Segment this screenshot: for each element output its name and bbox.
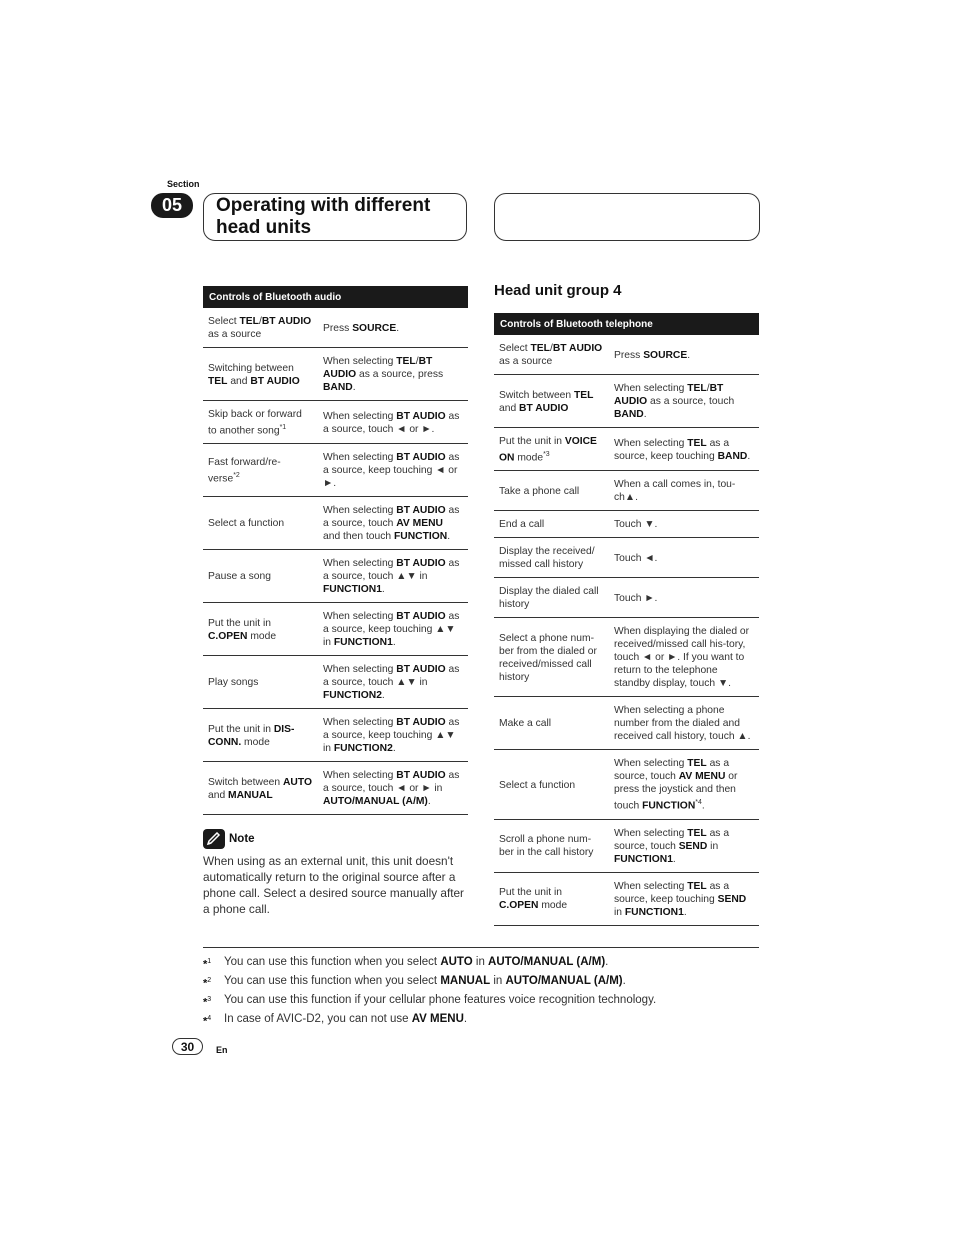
footnote-mark: *$^1$ bbox=[203, 958, 212, 971]
table-row bbox=[494, 335, 759, 375]
operation-cell: When selecting BT AUDIO as a source, touch ◄ or ► in AUTO/MANUAL (A/M). bbox=[317, 762, 468, 815]
footnote-ref: *4 bbox=[695, 799, 702, 807]
bold-term: TEL bbox=[687, 827, 707, 839]
right-column bbox=[494, 282, 759, 926]
table-row bbox=[203, 603, 468, 656]
bold-term: AUTO bbox=[440, 956, 473, 968]
bold-term: AUTO/MANUAL (A/M) bbox=[488, 956, 606, 968]
bold-term: TEL bbox=[530, 343, 550, 354]
footnote-mark: *$^4$ bbox=[203, 1015, 212, 1029]
footnote bbox=[203, 954, 759, 973]
action-cell: Make a call bbox=[494, 697, 608, 750]
footnote-text: You can use this function if your cellular phone features voice recognition technology. bbox=[224, 994, 657, 1007]
table-row bbox=[203, 709, 468, 762]
bold-term: MANUAL bbox=[440, 975, 491, 988]
bold-term: FUNCTION1 bbox=[323, 584, 382, 596]
bold-term: SOURCE bbox=[352, 322, 397, 334]
footnote-mark: *$^2$ bbox=[203, 977, 212, 990]
bold-term: FUNCTION bbox=[394, 531, 448, 543]
operation-cell: When selecting TEL/BT AUDIO as a source, press BAND. bbox=[317, 348, 468, 401]
action-cell: Switch between AUTO and MANUAL bbox=[203, 762, 317, 815]
operation-cell: When selecting TEL as a source, keep touching BAND. bbox=[608, 428, 759, 471]
bold-term: C.OPEN bbox=[208, 630, 248, 642]
table-row bbox=[203, 497, 468, 550]
operation-cell: When selecting BT AUDIO as a source, touch ▲▼ in FUNCTION2. bbox=[317, 656, 468, 709]
action-cell: Display the received/ missed call history bbox=[494, 538, 608, 578]
action-cell: Select TEL/BT AUDIO as a source bbox=[494, 335, 608, 375]
bold-term: BT AUDIO bbox=[396, 717, 446, 729]
action-cell: Switching between TEL and BT AUDIO bbox=[203, 348, 317, 401]
page-title: Operating with different head units bbox=[203, 193, 467, 241]
bold-term: BT AUDIO bbox=[261, 316, 312, 327]
table-row bbox=[494, 819, 759, 872]
operation-cell: When selecting TEL as a source, touch AV MENU or press the joystick and then touch FUNCTION$^{*4}$. bbox=[608, 750, 759, 819]
page-number: 30 bbox=[172, 1038, 203, 1055]
action-cell: Put the unit in VOICE ON mode$^{*3}$ bbox=[494, 428, 608, 471]
action-cell: Select a function bbox=[203, 497, 317, 550]
section-label: Section bbox=[167, 179, 200, 189]
operation-cell: When selecting BT AUDIO as a source, keep touching ◄ or ►. bbox=[317, 444, 468, 497]
bold-term: BT AUDIO bbox=[396, 611, 446, 623]
bold-term: TEL bbox=[687, 383, 707, 394]
footnote-ref: *3 bbox=[543, 451, 550, 458]
footnote-text: You can use this function when you select AUTO in AUTO/MANUAL (A/M). bbox=[224, 956, 609, 968]
bold-term: BT AUDIO bbox=[250, 375, 300, 387]
footnote-text: You can use this function when you select MANUAL in AUTO/MANUAL (A/M). bbox=[224, 975, 626, 988]
operation-cell: When selecting a phone number from the dialed and received call history, touch ▲. bbox=[608, 697, 759, 750]
action-cell: Select a function bbox=[494, 750, 608, 819]
action-cell: Switch between TEL and BT AUDIO bbox=[494, 375, 608, 428]
table-row bbox=[494, 697, 759, 750]
operation-cell: Press SOURCE. bbox=[608, 335, 759, 375]
bold-term: BT AUDIO bbox=[614, 383, 724, 407]
note bbox=[203, 829, 468, 917]
table-row bbox=[203, 308, 468, 348]
table-row bbox=[494, 578, 759, 618]
note-pencil-icon bbox=[203, 829, 225, 849]
footnote bbox=[203, 1011, 759, 1030]
section-heading: Head unit group 4 bbox=[494, 282, 622, 299]
table-row bbox=[203, 656, 468, 709]
bold-term: AV MENU bbox=[678, 771, 726, 783]
footnote-text: In case of AVIC-D2, you can not use AV MENU. bbox=[224, 1013, 468, 1026]
blank-header-box bbox=[494, 193, 760, 241]
bold-term: BAND bbox=[717, 450, 748, 462]
operation-cell: When selecting BT AUDIO as a source, touch AV MENU and then touch FUNCTION. bbox=[317, 497, 468, 550]
table-row bbox=[203, 762, 468, 815]
bold-term: C.OPEN bbox=[499, 900, 539, 912]
operation-cell: When a call comes in, tou-ch▲. bbox=[608, 471, 759, 511]
bold-term: AUTO bbox=[282, 776, 312, 788]
footnote-ref: *2 bbox=[233, 472, 240, 480]
operation-cell: When selecting BT AUDIO as a source, keep touching ▲▼ in FUNCTION2. bbox=[317, 709, 468, 762]
footnote-mark: *$^3$ bbox=[203, 996, 212, 1009]
bold-term: FUNCTION2 bbox=[323, 690, 382, 702]
footnote bbox=[203, 973, 759, 992]
bold-term: BT AUDIO bbox=[552, 343, 603, 354]
bold-term: SOURCE bbox=[643, 349, 688, 361]
bold-term: TEL bbox=[687, 437, 707, 449]
action-cell: Display the dialed call history bbox=[494, 578, 608, 618]
bold-term: MANUAL bbox=[228, 789, 273, 801]
bold-term: AUTO/MANUAL (A/M) bbox=[323, 796, 428, 808]
bold-term: BT AUDIO bbox=[396, 452, 446, 464]
table-row bbox=[494, 428, 759, 471]
action-cell: Select TEL/BT AUDIO as a source bbox=[203, 308, 317, 348]
bold-term: BT AUDIO bbox=[396, 410, 446, 422]
operation-cell: When selecting BT AUDIO as a source, touch ▲▼ in FUNCTION1. bbox=[317, 550, 468, 603]
bold-term: FUNCTION bbox=[642, 800, 696, 812]
left-column bbox=[203, 286, 468, 917]
bluetooth-audio-table bbox=[203, 286, 468, 815]
operation-cell: When selecting BT AUDIO as a source, keep touching ▲▼ in FUNCTION1. bbox=[317, 603, 468, 656]
action-cell: Put the unit in C.OPEN mode bbox=[203, 603, 317, 656]
note-heading bbox=[203, 829, 468, 849]
table-row bbox=[494, 538, 759, 578]
operation-cell: Touch ◄. bbox=[608, 538, 759, 578]
table-body bbox=[203, 308, 468, 815]
table-row bbox=[494, 750, 759, 819]
action-cell: Put the unit in DIS-CONN. mode bbox=[203, 709, 317, 762]
bold-term: TEL bbox=[208, 375, 228, 387]
bold-term: BAND bbox=[614, 409, 644, 420]
bold-term: BT AUDIO bbox=[396, 770, 446, 782]
section-number-badge: 05 bbox=[151, 193, 193, 218]
table-row bbox=[494, 618, 759, 697]
bold-term: TEL bbox=[573, 389, 594, 401]
table-row bbox=[494, 471, 759, 511]
table-row bbox=[494, 375, 759, 428]
bold-term: VOICE ON bbox=[499, 436, 597, 464]
bold-term: FUNCTION1 bbox=[333, 637, 393, 649]
action-cell: Select a phone num-ber from the dialed or received/missed call history bbox=[494, 618, 608, 697]
bold-term: BT AUDIO bbox=[323, 356, 433, 380]
table-row bbox=[203, 444, 468, 497]
bold-term: TEL bbox=[239, 316, 259, 327]
bold-term: SEND bbox=[717, 893, 747, 905]
operation-cell: Touch ►. bbox=[608, 578, 759, 618]
bluetooth-telephone-table bbox=[494, 313, 759, 926]
bold-term: BT AUDIO bbox=[396, 505, 446, 517]
bold-term: SEND bbox=[678, 840, 708, 852]
bold-term: AV MENU bbox=[396, 518, 443, 530]
bold-term: BT AUDIO bbox=[396, 664, 446, 676]
operation-cell: Touch ▼. bbox=[608, 511, 759, 538]
bold-term: TEL bbox=[687, 880, 707, 892]
action-cell: Skip back or forward to another song$^{*1}$ bbox=[203, 401, 317, 444]
operation-cell: When displaying the dialed or received/missed call his-tory, touch ◄ or ►. If you want to return to the telephone standby display, touch ▼. bbox=[608, 618, 759, 697]
operation-cell: When selecting TEL as a source, keep touching SEND in FUNCTION1. bbox=[608, 872, 759, 925]
note-title: Note bbox=[229, 833, 255, 846]
table-row bbox=[494, 872, 759, 925]
table-row bbox=[203, 550, 468, 603]
footnote bbox=[203, 992, 759, 1011]
bold-term: TEL bbox=[687, 758, 707, 770]
operation-cell: Press SOURCE. bbox=[317, 308, 468, 348]
bold-term: DIS-CONN. bbox=[208, 723, 295, 748]
bold-term: BT AUDIO bbox=[519, 402, 569, 414]
operation-cell: When selecting TEL as a source, touch SEND in FUNCTION1. bbox=[608, 819, 759, 872]
table-row bbox=[203, 348, 468, 401]
action-cell: End a call bbox=[494, 511, 608, 538]
action-cell: Play songs bbox=[203, 656, 317, 709]
note-text: When using as an external unit, this unit doesn't automatically return to the original source after a phone call. Select a desired source manually after a phone call. bbox=[203, 854, 464, 917]
footnote-ref: *1 bbox=[279, 424, 287, 431]
table-body bbox=[494, 335, 759, 925]
action-cell: Scroll a phone num-ber in the call history bbox=[494, 819, 608, 872]
table-header: Controls of Bluetooth telephone bbox=[494, 313, 759, 335]
table-row bbox=[494, 511, 759, 538]
bold-term: AV MENU bbox=[411, 1013, 464, 1026]
operation-cell: When selecting BT AUDIO as a source, touch ◄ or ►. bbox=[317, 401, 468, 444]
footnotes bbox=[203, 947, 759, 1031]
bold-term: FUNCTION1 bbox=[614, 853, 673, 865]
bold-term: BAND bbox=[323, 382, 353, 393]
bold-term: BT AUDIO bbox=[396, 558, 446, 570]
operation-cell: When selecting TEL/BT AUDIO as a source, touch BAND. bbox=[608, 375, 759, 428]
action-cell: Take a phone call bbox=[494, 471, 608, 511]
action-cell: Pause a song bbox=[203, 550, 317, 603]
action-cell: Fast forward/re-verse$^{*2}$ bbox=[203, 444, 317, 497]
action-cell: Put the unit in C.OPEN mode bbox=[494, 872, 608, 925]
table-row bbox=[203, 401, 468, 444]
bold-term: FUNCTION1 bbox=[624, 906, 684, 918]
bold-term: AUTO/MANUAL (A/M) bbox=[505, 975, 623, 988]
language-label: En bbox=[216, 1045, 228, 1055]
bold-term: FUNCTION2 bbox=[333, 743, 393, 755]
bold-term: TEL bbox=[396, 356, 416, 367]
table-header: Controls of Bluetooth audio bbox=[203, 286, 468, 308]
